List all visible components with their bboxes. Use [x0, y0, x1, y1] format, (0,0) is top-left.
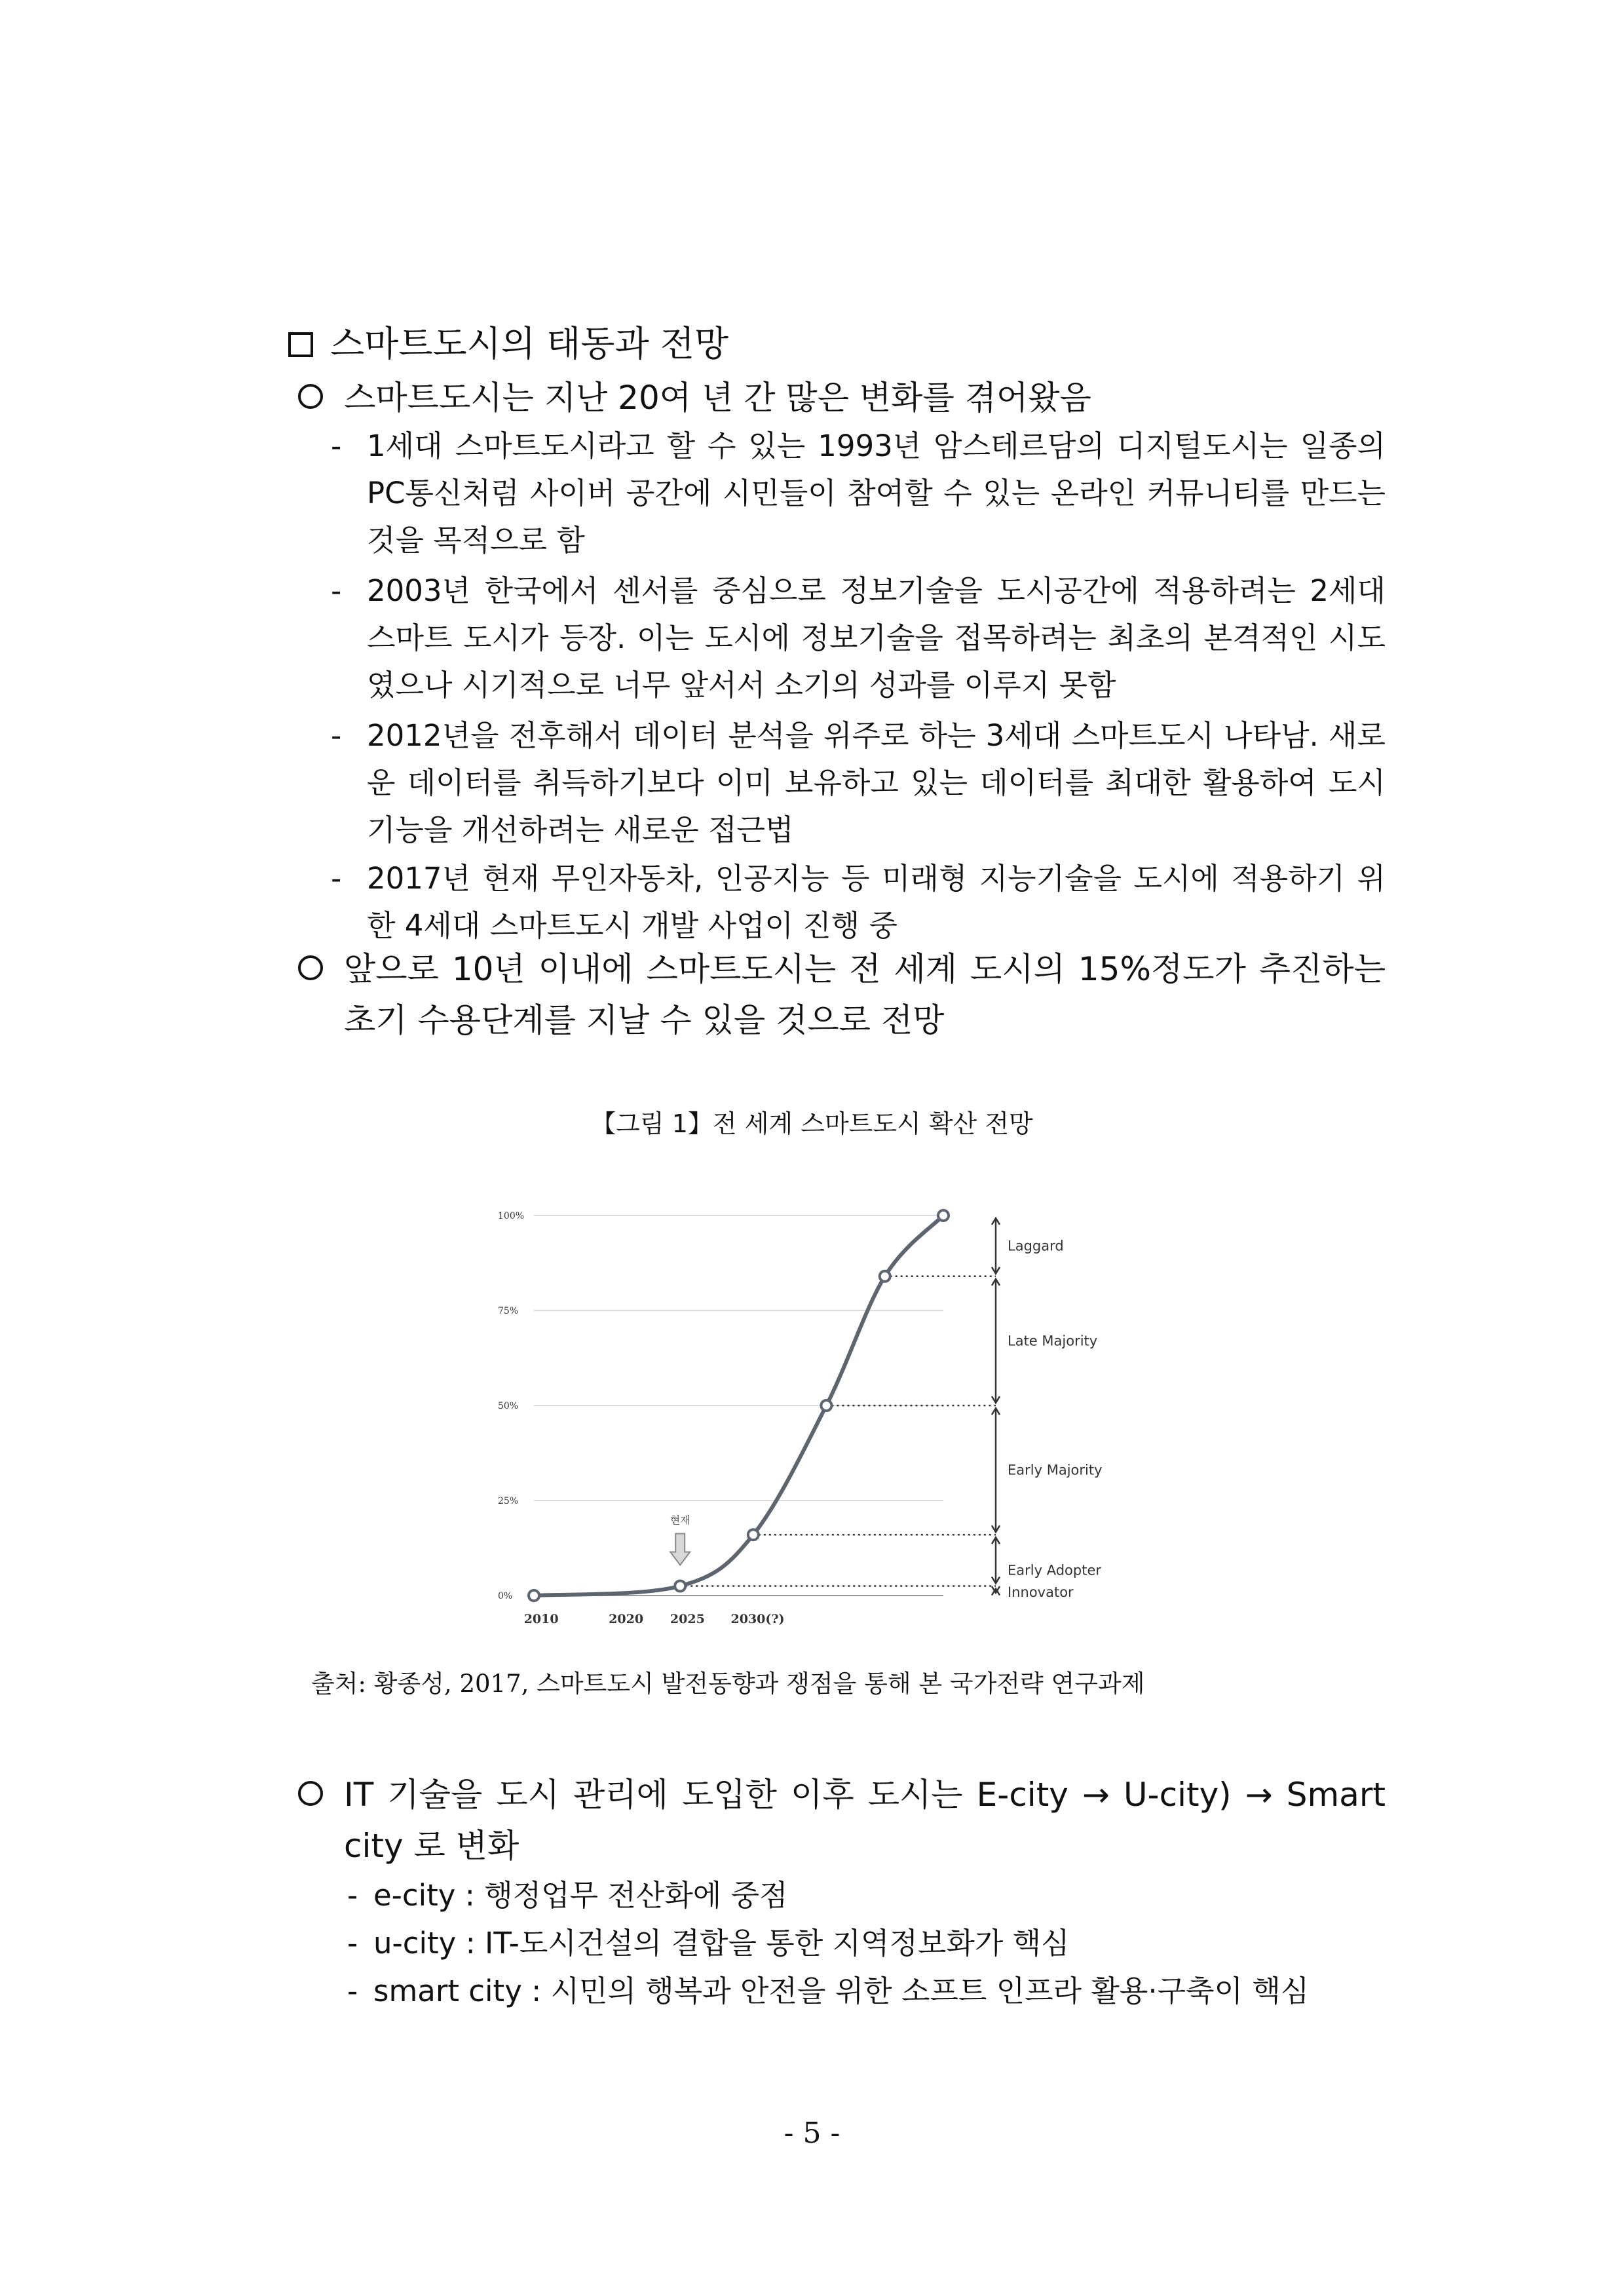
figure-source: 출처: 황종성, 2017, 스마트도시 발전동향과 쟁점을 통해 본 국가전략 연구과제 — [311, 1670, 1145, 1698]
stage-label: Early Adopter — [1008, 1562, 1102, 1578]
list-item-text: smart city : 시민의 행복과 안전을 위한 소프트 인프라 활용·구축이 핵심 — [373, 1974, 1310, 2008]
circle-bullet-icon — [298, 384, 323, 409]
stage-label: Late Majority — [1008, 1333, 1098, 1349]
dash-marker: - — [347, 1878, 358, 1913]
x-tick-labels — [524, 1612, 785, 1626]
curve-point — [821, 1400, 831, 1411]
checkbox-square-icon — [288, 332, 313, 357]
curve-point — [675, 1581, 685, 1592]
list-item-text: e-city : 행정업무 전산화에 중점 — [373, 1878, 788, 1913]
current-label: 현재 — [670, 1514, 690, 1527]
y-tick-labels — [498, 1211, 524, 1601]
dash-marker: - — [347, 1926, 358, 1961]
dash-marker: - — [347, 1974, 358, 2008]
curve-point — [938, 1210, 949, 1221]
list-item-text: u-city : IT-도시건설의 결합을 통한 지역정보화가 핵심 — [373, 1926, 1070, 1961]
page-number: - 5 - — [784, 2116, 840, 2150]
x-tick-label: 2020 — [609, 1612, 644, 1626]
bullet-evolution-text: IT 기술을 도시 관리에 도입한 이후 도시는 E-city → U-city) → Smart city 로 변화 — [344, 1776, 1386, 1865]
curve-point — [529, 1590, 539, 1601]
stage-label: Early Majority — [1008, 1462, 1103, 1478]
bullet-outlook — [298, 944, 1386, 1046]
bullet-evolution — [298, 1769, 1386, 1871]
bullet-intro-text: 스마트도시는 지난 20여 년 간 많은 변화를 겪어왔음 — [344, 379, 1091, 417]
list-item — [331, 855, 1386, 949]
list-item — [331, 423, 1386, 564]
list-item — [347, 1920, 1402, 1967]
stage-label: Innovator — [1008, 1584, 1074, 1600]
list-item-text: 2017년 현재 무인자동차, 인공지능 등 미래형 지능기술을 도시에 적용하기 위한 4세대 스마트도시 개발 사업이 진행 중 — [367, 861, 1386, 943]
list-item — [347, 1968, 1402, 2015]
y-tick-label: 25% — [498, 1496, 519, 1506]
section-heading — [288, 321, 728, 367]
curve-point — [748, 1529, 759, 1540]
circle-bullet-icon — [298, 1781, 323, 1806]
x-tick-label: 2025 — [670, 1612, 705, 1626]
dash-marker: - — [331, 573, 342, 608]
curve-point — [880, 1271, 890, 1282]
diffusion-chart — [498, 1186, 1127, 1632]
dash-marker: - — [331, 718, 342, 753]
y-tick-label: 0% — [498, 1591, 513, 1601]
dash-marker: - — [331, 861, 342, 896]
figure-caption: 【그림 1】전 세계 스마트도시 확산 전망 — [591, 1109, 1033, 1138]
list-item-text: 2003년 한국에서 센서를 중심으로 정보기술을 도시공간에 적용하려는 2세대 스마트 도시가 등장. 이는 도시에 정보기술을 접목하려는 최초의 본격적인 시도였으나 시기적으로 너무 앞서서 소기의 성과를 이루지 못함 — [367, 573, 1386, 702]
list-item — [331, 567, 1386, 709]
list-item-text: 1세대 스마트도시라고 할 수 있는 1993년 암스테르담의 디지털도시는 일종의 PC통신처럼 사이버 공간에 시민들이 참여할 수 있는 온라인 커뮤니티를 만드는 것을 목적으로 함 — [367, 429, 1386, 558]
list-item — [331, 712, 1386, 854]
bullet-intro — [298, 372, 1386, 423]
x-tick-label: 2030(?) — [730, 1612, 785, 1626]
down-arrow-icon — [670, 1534, 690, 1565]
list-item — [347, 1872, 1402, 1919]
y-tick-label: 50% — [498, 1401, 519, 1411]
dash-marker: - — [331, 429, 342, 463]
circle-bullet-icon — [298, 955, 323, 980]
list-item-text: 2012년을 전후해서 데이터 분석을 위주로 하는 3세대 스마트도시 나타남. 새로운 데이터를 취득하기보다 이미 보유하고 있는 데이터를 최대한 활용하여 도시 기능을 개선하려는 새로운 접근법 — [367, 718, 1386, 847]
y-tick-label: 75% — [498, 1306, 519, 1316]
stage-label: Laggard — [1008, 1238, 1064, 1254]
x-tick-label: 2010 — [523, 1612, 559, 1626]
bullet-outlook-text: 앞으로 10년 이내에 스마트도시는 전 세계 도시의 15%정도가 추진하는 초기 수용단계를 지날 수 있을 것으로 전망 — [344, 950, 1386, 1039]
current-marker — [670, 1514, 690, 1565]
y-tick-label: 100% — [498, 1211, 525, 1221]
section-heading-text: 스마트도시의 태동과 전망 — [330, 323, 729, 364]
